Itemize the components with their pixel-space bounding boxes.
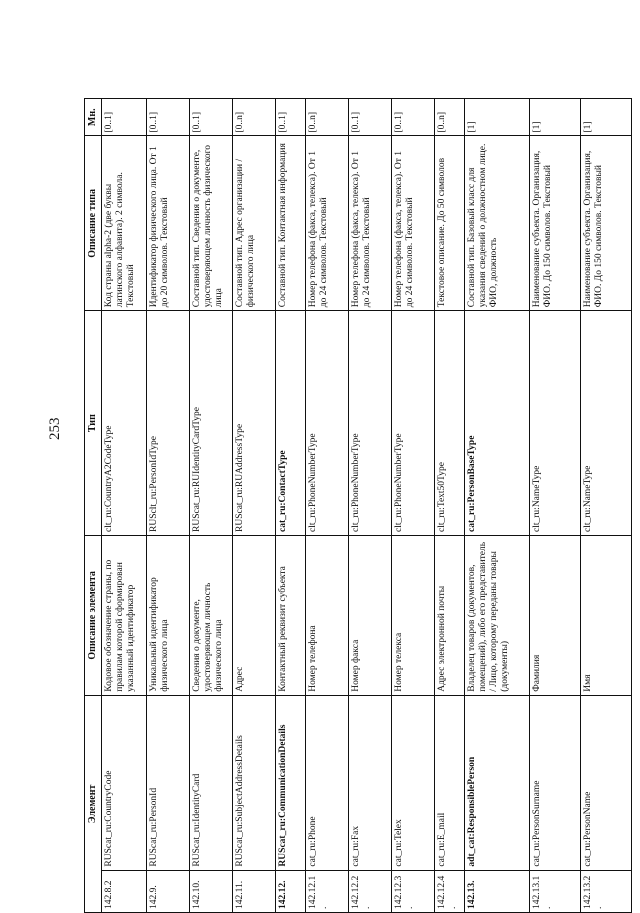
table-row (581, 99, 632, 913)
cell-element: RUScat_ru:IdentityCard (190, 695, 233, 870)
cell-description: Уникальный идентификатор физического лица (147, 535, 190, 695)
cell-description: Имя (581, 535, 632, 695)
table-row (465, 99, 530, 913)
cell-multiplicity: [0..n] (233, 99, 276, 136)
cell-description: Номер факса (349, 535, 392, 695)
cell-element: adt_cat:ResponsiblePerson (465, 695, 530, 870)
cell-description: Владелец товаров (документов, помещений), либо его представитель / Лицо, которому переданы товары (документы) (465, 535, 530, 695)
cell-element: cat_ru:PersonName (581, 695, 632, 870)
table-row (102, 99, 147, 913)
cell-type: clt_ru:NameType (530, 311, 581, 536)
cell-multiplicity: [1] (530, 99, 581, 136)
table-row (435, 99, 465, 913)
cell-number: 142.13.2. (581, 870, 632, 912)
cell-description: Кодовое обозначение страны, по правилам которой сформирован указанный идентификатор (102, 535, 147, 695)
cell-element: cat_ru:E_mail (435, 695, 465, 870)
cell-element: RUScat_ru:CountryCode (102, 695, 147, 870)
cell-type: cat_ru:ContactType (276, 311, 306, 536)
cell-element: RUScat_ru:SubjectAddressDetails (233, 695, 276, 870)
cell-element: RUScat_ru:PersonId (147, 695, 190, 870)
cell-type: cat_ru:PersonBaseType (465, 311, 530, 536)
cell-type-description: Составной тип. Контактная информация (276, 136, 306, 311)
cell-type: clt_ru:PhoneNumberType (306, 311, 349, 536)
cell-description: Адрес электронной почты (435, 535, 465, 695)
header-element-description: Описание элемента (85, 535, 102, 695)
table-row (190, 99, 233, 913)
table-row (306, 99, 349, 913)
cell-number: 142.12.2. (349, 870, 392, 912)
cell-multiplicity: [1] (465, 99, 530, 136)
header-type: Тип (85, 311, 102, 536)
cell-type-description: Составной тип. Адрес организации / физического лица (233, 136, 276, 311)
cell-multiplicity: [1] (581, 99, 632, 136)
cell-multiplicity: [0..n] (435, 99, 465, 136)
header-element: Элемент (85, 695, 102, 912)
table-row (392, 99, 435, 913)
rotated-table-container (84, 98, 604, 913)
page-number: 253 (47, 417, 63, 440)
cell-multiplicity: [0..1] (276, 99, 306, 136)
header-row (85, 99, 102, 913)
cell-number: 142.8.2 (102, 870, 147, 912)
cell-type: clt_ru:NameType (581, 311, 632, 536)
cell-type-description: Наименование субъекта. Организация, ФИО. До 150 символов. Текстовый (581, 136, 632, 311)
cell-description: Фамилия (530, 535, 581, 695)
cell-multiplicity: [0..1] (349, 99, 392, 136)
table-row (147, 99, 190, 913)
cell-type: clt_ru:PhoneNumberType (392, 311, 435, 536)
cell-number: 142.12. (276, 870, 306, 912)
cell-multiplicity: [0..1] (102, 99, 147, 136)
cell-description: Контактный реквизит субъекта (276, 535, 306, 695)
cell-element: RUScat_ru:CommunicationDetails (276, 695, 306, 870)
cell-type: clt_ru:Text50Type (435, 311, 465, 536)
cell-number: 142.12.1. (306, 870, 349, 912)
cell-type: RUSclt_ru:PersonIdType (147, 311, 190, 536)
cell-element: cat_ru:Fax (349, 695, 392, 870)
cell-type-description: Текстовое описание. До 50 символов (435, 136, 465, 311)
cell-element: cat_ru:Telex (392, 695, 435, 870)
cell-type: RUScat_ru:RUAddressType (233, 311, 276, 536)
cell-multiplicity: [0..n] (306, 99, 349, 136)
cell-multiplicity: [0..1] (190, 99, 233, 136)
cell-description: Номер телефона (306, 535, 349, 695)
cell-type-description: Составной тип. Сведения о документе, удостоверяющем личность физического лица (190, 136, 233, 311)
cell-number: 142.11. (233, 870, 276, 912)
cell-number: 142.13. (465, 870, 530, 912)
cell-type-description: Идентификатор физического лица. От 1 до 20 символов. Текстовый (147, 136, 190, 311)
cell-element: cat_ru:PersonSurname (530, 695, 581, 870)
cell-description: Сведения о документе, удостоверяющем личность физического лица (190, 535, 233, 695)
cell-multiplicity: [0..1] (392, 99, 435, 136)
cell-number: 142.10. (190, 870, 233, 912)
schema-table (84, 98, 632, 913)
table-row (276, 99, 306, 913)
cell-type-description: Составной тип. Базовый класс для указания сведений о должностном лице. ФИО, должность (465, 136, 530, 311)
cell-type: RUScat_ru:RUIdentityCardType (190, 311, 233, 536)
cell-element: cat_ru:Phone (306, 695, 349, 870)
cell-multiplicity: [0..1] (147, 99, 190, 136)
cell-type-description: Код страны alpha-2 (две буквы латинского алфавита). 2 символа. Текстовый (102, 136, 147, 311)
cell-type: clt_ru:PhoneNumberType (349, 311, 392, 536)
table-row (349, 99, 392, 913)
header-multiplicity: Мн. (85, 99, 102, 136)
cell-type-description: Наименование субъекта. Организация, ФИО. До 150 символов. Текстовый (530, 136, 581, 311)
cell-description: Адрес (233, 535, 276, 695)
cell-description: Номер телекса (392, 535, 435, 695)
cell-type-description: Номер телефона (факса, телекса). От 1 до 24 символов. Текстовый (349, 136, 392, 311)
cell-type-description: Номер телефона (факса, телекса). От 1 до 24 символов. Текстовый (392, 136, 435, 311)
cell-number: 142.12.3. (392, 870, 435, 912)
cell-number: 142.12.4. (435, 870, 465, 912)
table-row (530, 99, 581, 913)
cell-number: 142.9. (147, 870, 190, 912)
cell-type-description: Номер телефона (факса, телекса). От 1 до 24 символов. Текстовый (306, 136, 349, 311)
table-row (233, 99, 276, 913)
cell-type: clt_ru:CountryA2CodeType (102, 311, 147, 536)
header-type-description: Описание типа (85, 136, 102, 311)
cell-number: 142.13.1. (530, 870, 581, 912)
